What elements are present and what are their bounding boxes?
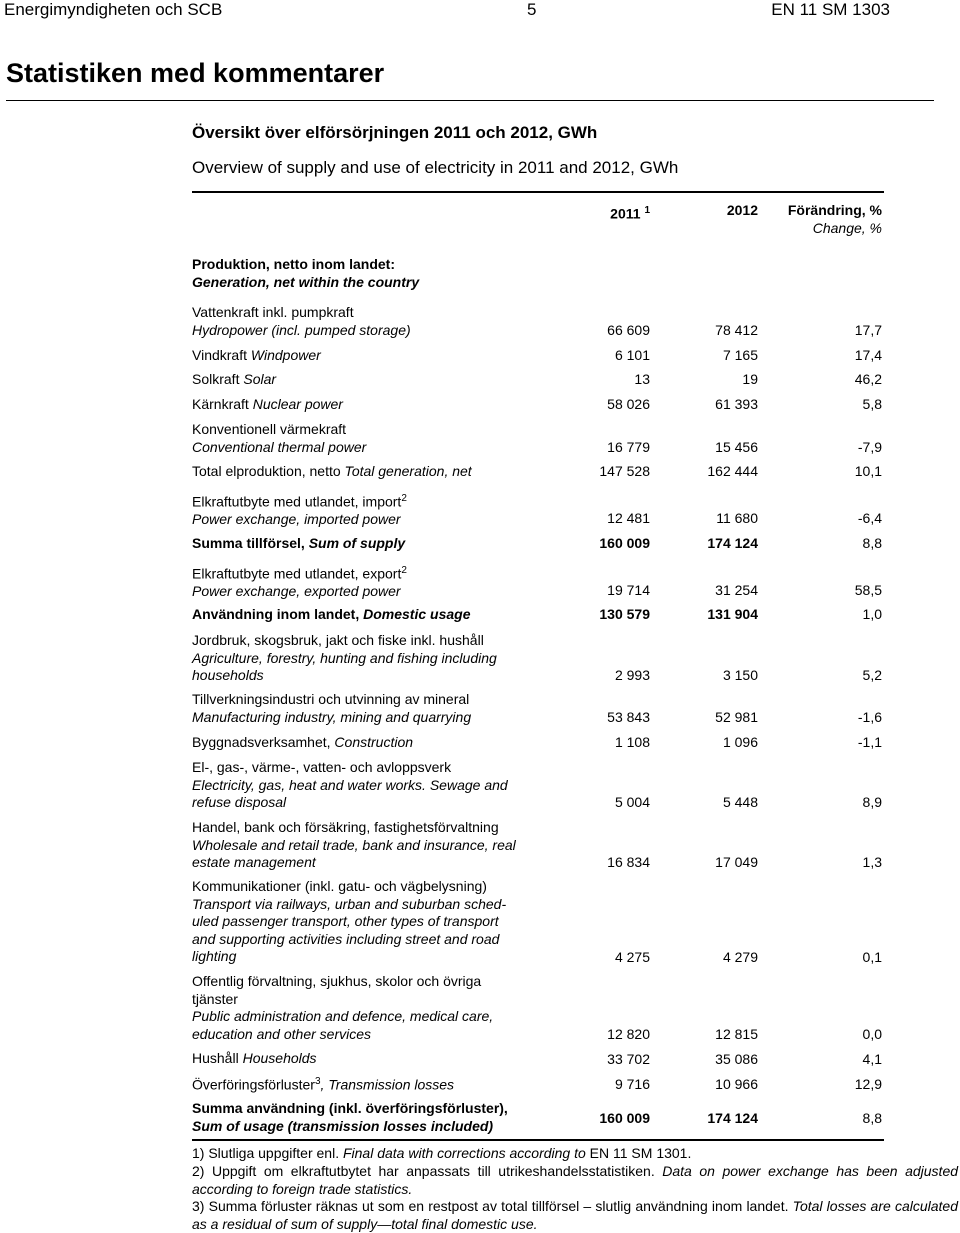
table-row: Jordbruk, skogsbruk, jakt och fiske inkl. hushåll Agriculture, forestry, hunting and fishing including households [192,632,497,683]
footnote-1: 1) Slutliga uppgifter enl. Final data with corrections according to EN 11 SM 1301. [192,1145,692,1161]
row-value-2012: 31 254 [715,582,758,598]
row-value-2012: 17 049 [715,854,758,870]
row-value-2012: 5 448 [722,794,758,810]
row-value-change: -1,6 [857,709,882,725]
col-header-change-en: Change, % [812,220,882,236]
row-value-2012: 12 815 [715,1026,758,1042]
row-value-2011: 130 579 [599,606,650,622]
row-value-change: 8,8 [862,535,882,551]
row-value-2012: 52 981 [715,709,758,725]
row-value-2012: 131 904 [707,606,758,622]
table-row: Kommunikationer (inkl. gatu- och vägbelysning) Transport via railways, urban and suburban sched- uled passenger transport, other types of transport and supporting activities including street and road lighting [192,878,507,964]
row-value-2011: 33 702 [607,1051,650,1067]
row-value-2011: 1 108 [614,734,650,750]
row-value-2012: 15 456 [715,439,758,455]
row-value-change: 4,1 [862,1051,882,1067]
group-label: Produktion, netto inom landet: Generation, net within the country [192,256,420,290]
header-left: Energimyndigheten och SCB [4,0,223,19]
row-value-2011: 6 101 [614,347,650,363]
table-row: Elkraftutbyte med utlandet, export$^2$ Power exchange, exported power [192,565,407,600]
col-header-2012: 2012 [726,202,758,218]
row-value-2012: 61 393 [715,396,758,412]
table-title-en: Overview of supply and use of electricity in 2011 and 2012, GWh [192,158,679,177]
row-value-change: 5,2 [862,667,882,683]
row-value-change: 17,4 [854,347,882,363]
table-row: Vindkraft Windpower [192,347,321,363]
row-value-2012: 174 124 [707,535,758,551]
table-row: Konventionell värmekraft Conventional thermal power [192,421,367,455]
row-value-2012: 11 680 [716,510,758,526]
row-value-change: 17,7 [854,322,882,338]
row-value-2011: 12 820 [607,1026,650,1042]
table-row: Hushåll Households [192,1050,317,1066]
table-bottom-rule [192,1139,884,1141]
table-row-total: Summa användning (inkl. överföringsförluster), Sum of usage (transmission losses included) [192,1100,508,1134]
row-value-2011: 147 528 [599,463,650,479]
table-row: Byggnadsverksamhet, Construction [192,734,414,750]
row-value-2011: 16 834 [607,854,650,870]
row-value-2011: 160 009 [599,535,650,551]
section-title: Statistiken med kommentarer [6,58,385,88]
row-value-2011: 9 716 [614,1076,650,1092]
table-row: El-, gas-, värme-, vatten- och avloppsverk Electricity, gas, heat and water works. Sewage and refuse disposal [192,759,508,810]
row-value-change: 8,9 [862,794,882,810]
header-page-number: 5 [527,0,537,19]
row-value-change: -1,1 [857,734,882,750]
table-row: Vattenkraft inkl. pumpkraft Hydropower (incl. pumped storage) [192,304,411,338]
row-value-2011: 2 993 [614,667,650,683]
col-header-change: Förändring, % [787,202,882,218]
row-value-2011: 58 026 [607,396,650,412]
footnote-2: 2) Uppgift om elkraftutbytet har anpassats till utrikeshandelsstatistiken. Data on power exchange has been adjusted according to foreign trade statistics. [192,1163,959,1197]
row-value-2012: 35 086 [715,1051,758,1067]
row-value-change: 1,3 [862,854,882,870]
table-row: Kärnkraft Nuclear power [192,396,343,412]
row-value-2011: 53 843 [607,709,650,725]
row-value-change: 1,0 [862,606,882,622]
table-row: Elkraftutbyte med utlandet, import$^2$ Power exchange, imported power [192,493,407,528]
row-value-2011: 19 714 [607,582,650,598]
row-value-change: 8,8 [862,1110,882,1126]
row-value-2011: 5 004 [614,794,650,810]
row-value-2012: 162 444 [707,463,758,479]
row-value-2012: 174 124 [707,1110,758,1126]
row-value-2012: 3 150 [722,667,758,683]
table-row: Handel, bank och försäkring, fastighetsförvaltning Wholesale and retail trade, bank and insurance, real estate management [192,819,516,870]
row-value-2011: 12 481 [607,510,650,526]
row-value-2011: 66 609 [607,322,650,338]
row-value-change: -7,9 [857,439,882,455]
table-row: Total elproduktion, netto Total generation, net [192,463,472,479]
table-title-sv: Översikt över elförsörjningen 2011 och 2012, GWh [192,123,598,142]
row-value-2012: 19 [742,371,758,387]
col-header-2011: 2011 $^1$ [610,205,650,222]
row-value-change: -6,4 [857,510,882,526]
row-value-change: 5,8 [862,396,882,412]
row-value-2012: 7 165 [722,347,758,363]
footnote-3: 3) Summa förluster räknas ut som en restpost av total tillförsel – slutlig användning inom landet. Total losses are calculated as a residual of sum of supply—total final domestic use. [192,1198,958,1232]
table-row: Överföringsförluster$^3$, Transmission losses [192,1076,455,1093]
row-value-2011: 4 275 [614,949,650,965]
row-value-2012: 10 966 [715,1076,758,1092]
row-value-2012: 1 096 [722,734,758,750]
row-value-change: 46,2 [854,371,882,387]
header-right: EN 11 SM 1303 [771,0,890,19]
row-value-2011: 16 779 [607,439,650,455]
row-value-change: 0,0 [862,1026,882,1042]
row-value-2012: 4 279 [722,949,758,965]
row-value-change: 58,5 [854,582,882,598]
table-row-total: Användning inom landet, Domestic usage [192,606,471,622]
table-row-total: Summa tillförsel, Sum of supply [192,535,406,551]
table-row: Offentlig förvaltning, sjukhus, skolor och övriga tjänster Public administration and defence, medical care, education and other services [192,973,494,1042]
row-value-change: 0,1 [862,949,882,965]
table-row: Tillverkningsindustri och utvinning av mineral Manufacturing industry, mining and quarrying [192,691,472,725]
row-value-change: 12,9 [854,1076,882,1092]
row-value-2012: 78 412 [715,322,758,338]
row-value-2011: 13 [634,371,650,387]
row-value-2011: 160 009 [599,1110,650,1126]
row-value-change: 10,1 [854,463,882,479]
table-row: Solkraft Solar [192,371,277,387]
